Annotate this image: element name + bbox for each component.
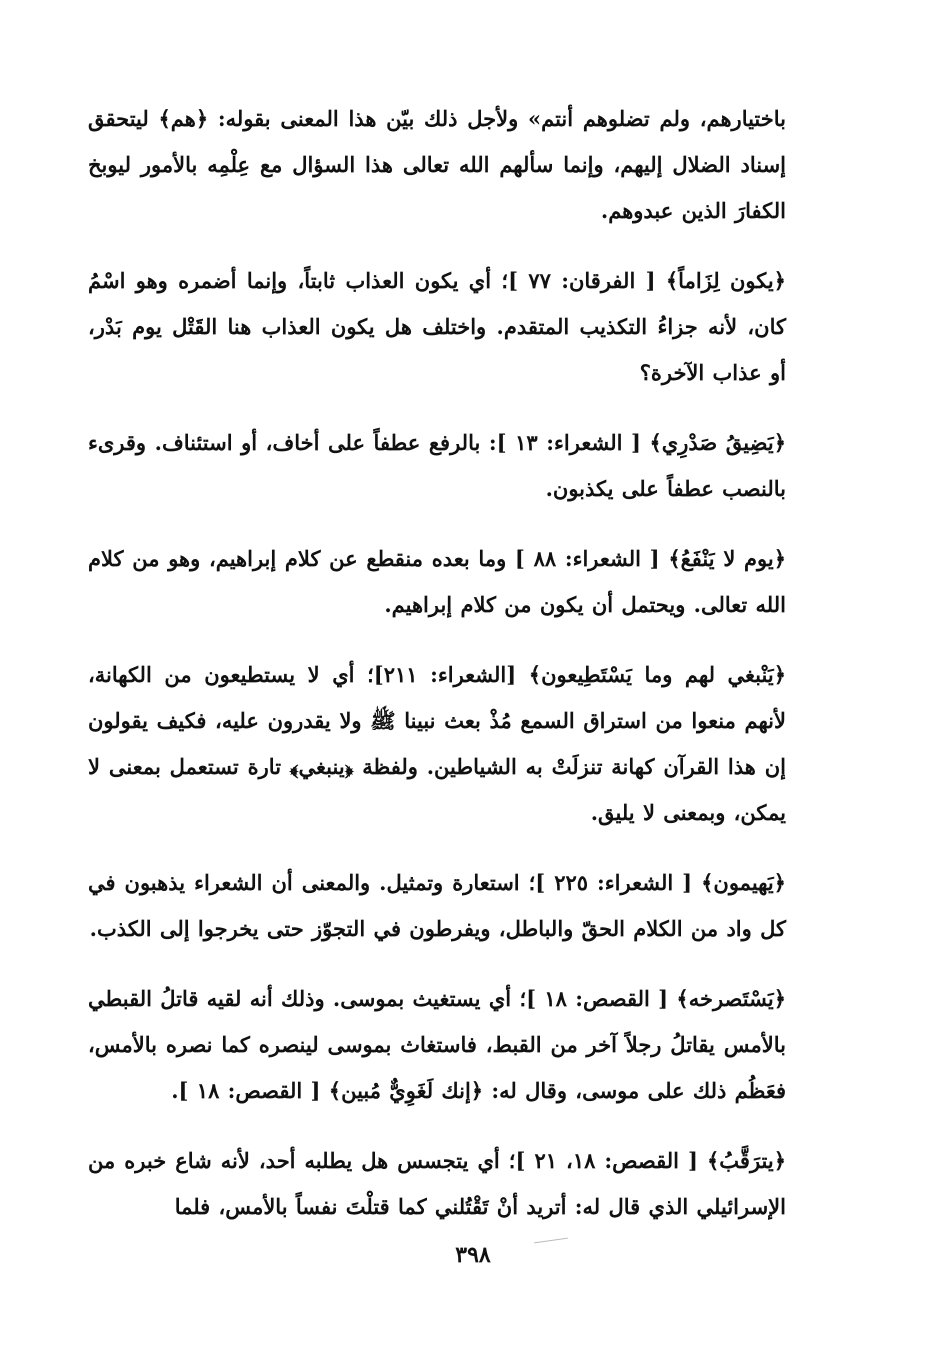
line: ﴿يَهيمون﴾ [ الشعراء: ٢٢٥ ]؛ استعارة وتمثيل. والمعنى أن الشعراء xyxy=(185,870,786,895)
line: فكيف يقولون إن هذا القرآن كهانة تنزلَتْ به الشياطين. ولفظة ﴿ينبغي﴾ تارة xyxy=(88,708,786,779)
page-number: ٣٩٨ xyxy=(455,1242,491,1268)
line: وهو اسْمُ كان، لأنه جزاءُ التكذيب المتقدم. واختلف هل يكون العذاب هنا xyxy=(88,268,787,339)
line: ليوبخ الكفارَ الذين عبدوهم. xyxy=(88,152,786,223)
line: الكهانة، لأنهم منعوا من استراق السمع مُذْ بعث نبينا ﷺ ولا يقدرون عليه، xyxy=(88,662,786,733)
line: ١٨ ]. xyxy=(171,1078,220,1103)
line: القبطي بالأمس يقاتلُ رجلاً آخر من القبط، فاستغاث بموسى لينصره كما نصره xyxy=(88,986,786,1057)
line: ﴿يترَقَّبُ﴾ [ القصص: ١٨، ٢١ ]؛ أي يتجسس هل يطلبه أحد، لأنه شاع xyxy=(166,1148,787,1173)
line: ليتحقق إسناد الضلال إليهم، وإنما سألهم الله تعالى هذا السؤال مع عِلْمِه بالأمور xyxy=(88,106,786,177)
line: ﴿يَنْبغي لهم وما يَسْتَطِيعون﴾ [الشعراء: ٢١١]؛ أي لا يستطيعون من xyxy=(151,662,787,687)
paragraph-6 xyxy=(88,860,786,952)
paragraph-5 xyxy=(88,652,786,836)
line: تستعمل بمعنى لا يمكن، وبمعنى لا يليق. xyxy=(88,754,786,825)
line: إلى الكذب. xyxy=(89,916,190,941)
paragraph-3 xyxy=(88,420,786,512)
line: ﴿يكون لِزَاماً﴾ [ الفرقان: ٧٧ ]؛ أي يكون العذاب ثابتاً، وإنما أضمره xyxy=(167,268,786,293)
line: باختيارهم، ولم تضلوهم أنتم» ولأجل ذلك بيّن هذا المعنى بقوله: ﴿هم﴾ xyxy=(148,106,786,131)
paragraph-4 xyxy=(88,536,786,628)
line: استئناف. وقرىء بالنصب عطفاً على يكذبون. xyxy=(88,430,786,501)
paragraph-2 xyxy=(88,258,786,396)
line: ﴿يَسْتَصرخه﴾ [ القصص: ١٨ ]؛ أي يستغيث بموسى. وذلك أنه لقيه قاتلُ xyxy=(151,986,786,1011)
line: ﴿يَضِيقُ صَدْرِي﴾ [ الشعراء: ١٣ ]: بالرفع عطفاً على أخاف، أو xyxy=(232,430,787,455)
page-body xyxy=(88,96,786,1254)
paragraph-8 xyxy=(88,1138,786,1230)
paragraph-7 xyxy=(88,976,786,1114)
line: يذهبون في كل واد من الكلام الحقّ والباطل، ويفرطون في التجوّز حتى يخرجوا xyxy=(88,870,786,941)
line: من كلام الله تعالى. ويحتمل أن يكون من كلام إبراهيم. xyxy=(88,546,786,617)
line: القَتْل يوم بَدْر، أو عذاب الآخرة؟ xyxy=(88,314,786,385)
paragraph-1 xyxy=(88,96,786,234)
line: بالأمس، فعَظُم ذلك على موسى، وقال له: ﴿إنك لَغَوِيٌّ مُبين﴾ [ القصص: xyxy=(88,1032,786,1103)
line: ﴿يوم لا يَنْفَعُ﴾ [ الشعراء: ٨٨ ] وما بعده منقطع عن كلام إبراهيم، وهو xyxy=(159,546,787,571)
line: خبره من الإسرائيلي الذي قال له: أتريد أنْ تَقْتُلني كما قتلْتَ نفساً بالأمس، فلما xyxy=(88,1148,786,1219)
